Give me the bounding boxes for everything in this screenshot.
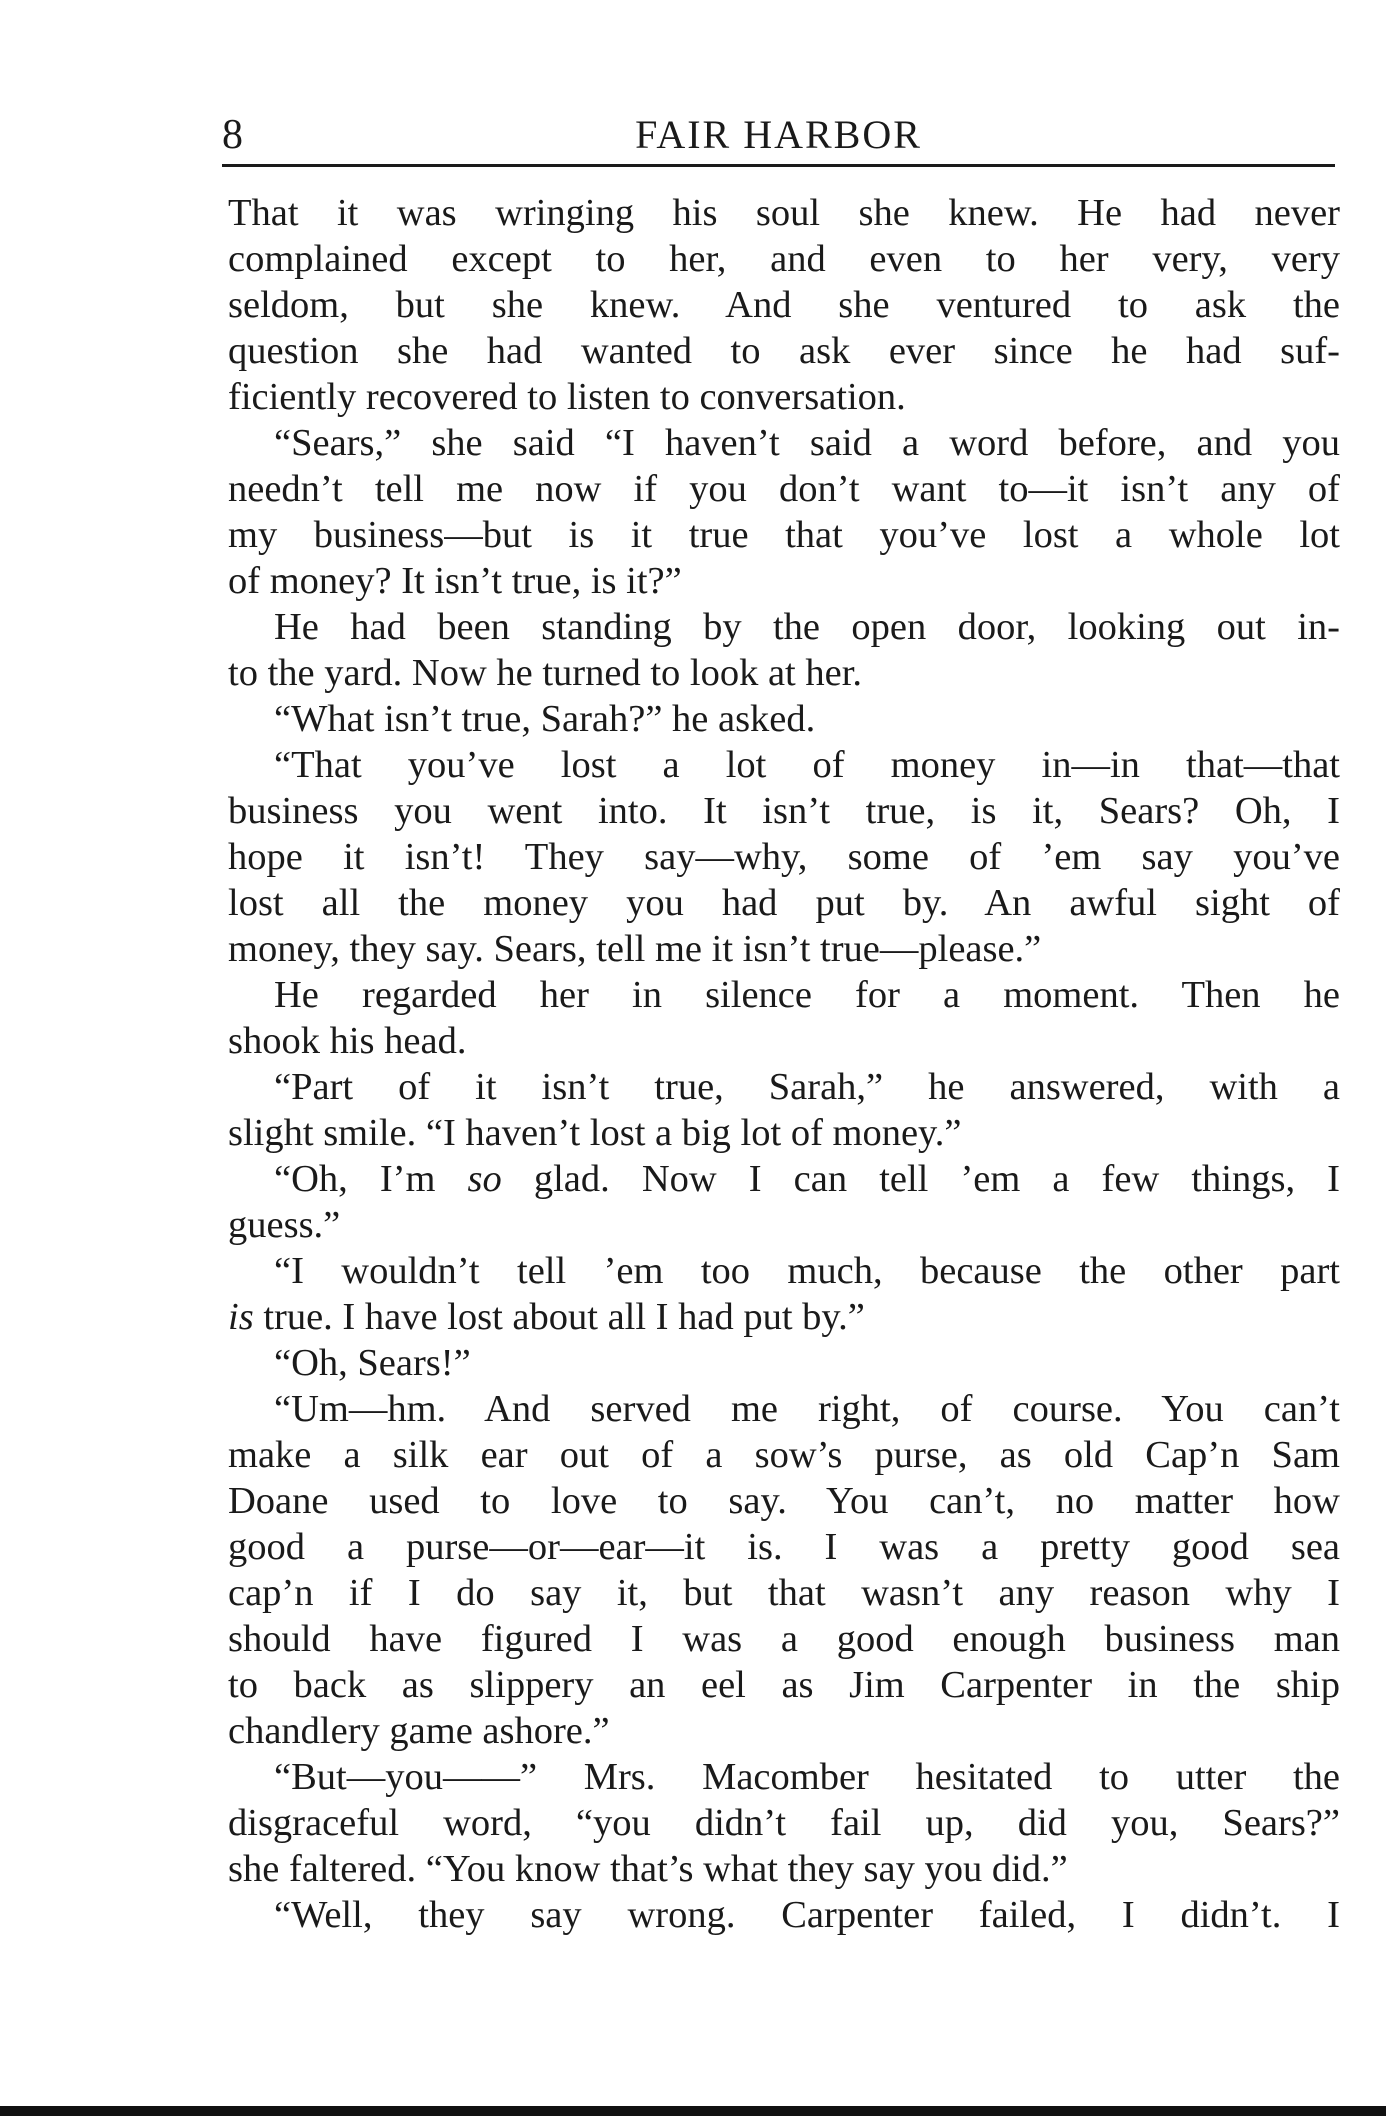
text-line: He regarded her in silence for a moment. Then he bbox=[274, 974, 1340, 1016]
text-line: “But—you——” Mrs. Macomber hesitated to utter the bbox=[274, 1756, 1340, 1798]
italic-word: so bbox=[467, 1158, 502, 1200]
text-line: chandlery game ashore.” bbox=[228, 1710, 610, 1752]
text-line: “I wouldn’t tell ’em too much, because the other part bbox=[274, 1250, 1340, 1292]
text-line: business you went into. It isn’t true, is it, Sears? Oh, I bbox=[228, 790, 1340, 832]
text-line bbox=[228, 1156, 1340, 1202]
text-line: my business—but is it true that you’ve lost a whole lot bbox=[228, 514, 1340, 556]
text-line: make a silk ear out of a sow’s purse, as old Cap’n Sam bbox=[228, 1434, 1340, 1476]
bottom-border bbox=[0, 2106, 1386, 2116]
text-line: cap’n if I do say it, but that wasn’t any reason why I bbox=[228, 1572, 1340, 1614]
text-line: ficiently recovered to listen to conversation. bbox=[228, 376, 906, 418]
text-line: guess.” bbox=[228, 1204, 341, 1246]
text-line: shook his head. bbox=[228, 1020, 467, 1062]
text-line: disgraceful word, “you didn’t fail up, did you, Sears?” bbox=[228, 1802, 1340, 1844]
text-line: to back as slippery an eel as Jim Carpenter in the ship bbox=[228, 1664, 1340, 1706]
text-line: complained except to her, and even to her very, very bbox=[228, 238, 1340, 280]
text-line: “Well, they say wrong. Carpenter failed, I didn’t. I bbox=[274, 1894, 1340, 1936]
text-line: He had been standing by the open door, looking out in- bbox=[274, 606, 1340, 648]
italic-word: is bbox=[228, 1296, 254, 1338]
text-line: to the yard. Now he turned to look at her. bbox=[228, 652, 863, 694]
text-line: should have figured I was a good enough business man bbox=[228, 1618, 1340, 1660]
text-line bbox=[228, 1294, 1340, 1340]
text-line: good a purse—or—ear—it is. I was a pretty good sea bbox=[228, 1526, 1340, 1568]
text-line: of money? It isn’t true, is it?” bbox=[228, 560, 682, 602]
text-line: “Sears,” she said “I haven’t said a word before, and you bbox=[274, 422, 1340, 464]
page-number: 8 bbox=[222, 112, 243, 158]
text-segment: glad. Now I can tell ’em a few things, I bbox=[501, 1158, 1340, 1200]
text-line: “Part of it isn’t true, Sarah,” he answered, with a bbox=[274, 1066, 1340, 1108]
text-line: Doane used to love to say. You can’t, no matter how bbox=[228, 1480, 1340, 1522]
running-title: FAIR HARBOR bbox=[635, 112, 922, 157]
text-line: question she had wanted to ask ever since he had suf- bbox=[228, 330, 1340, 372]
text-segment: true. I have lost about all I had put by.” bbox=[253, 1296, 865, 1338]
page-header bbox=[222, 110, 1335, 160]
text-line: slight smile. “I haven’t lost a big lot of money.” bbox=[228, 1112, 962, 1154]
text-line: “What isn’t true, Sarah?” he asked. bbox=[274, 698, 816, 740]
text-line: That it was wringing his soul she knew. He had never bbox=[228, 192, 1340, 234]
text-line: “That you’ve lost a lot of money in—in that—that bbox=[274, 744, 1340, 786]
text-line: “Oh, Sears!” bbox=[274, 1342, 471, 1384]
text-line: needn’t tell me now if you don’t want to—it isn’t any of bbox=[228, 468, 1340, 510]
text-line: “Um—hm. And served me right, of course. You can’t bbox=[274, 1388, 1340, 1430]
body-text bbox=[228, 190, 1340, 1938]
text-line: lost all the money you had put by. An awful sight of bbox=[228, 882, 1340, 924]
text-segment: “Oh, I’m bbox=[274, 1158, 468, 1200]
header-rule bbox=[222, 164, 1335, 167]
text-line: she faltered. “You know that’s what they say you did.” bbox=[228, 1848, 1068, 1890]
text-line: hope it isn’t! They say—why, some of ’em say you’ve bbox=[228, 836, 1340, 878]
text-line: money, they say. Sears, tell me it isn’t true—please.” bbox=[228, 928, 1042, 970]
text-line: seldom, but she knew. And she ventured to ask the bbox=[228, 284, 1340, 326]
